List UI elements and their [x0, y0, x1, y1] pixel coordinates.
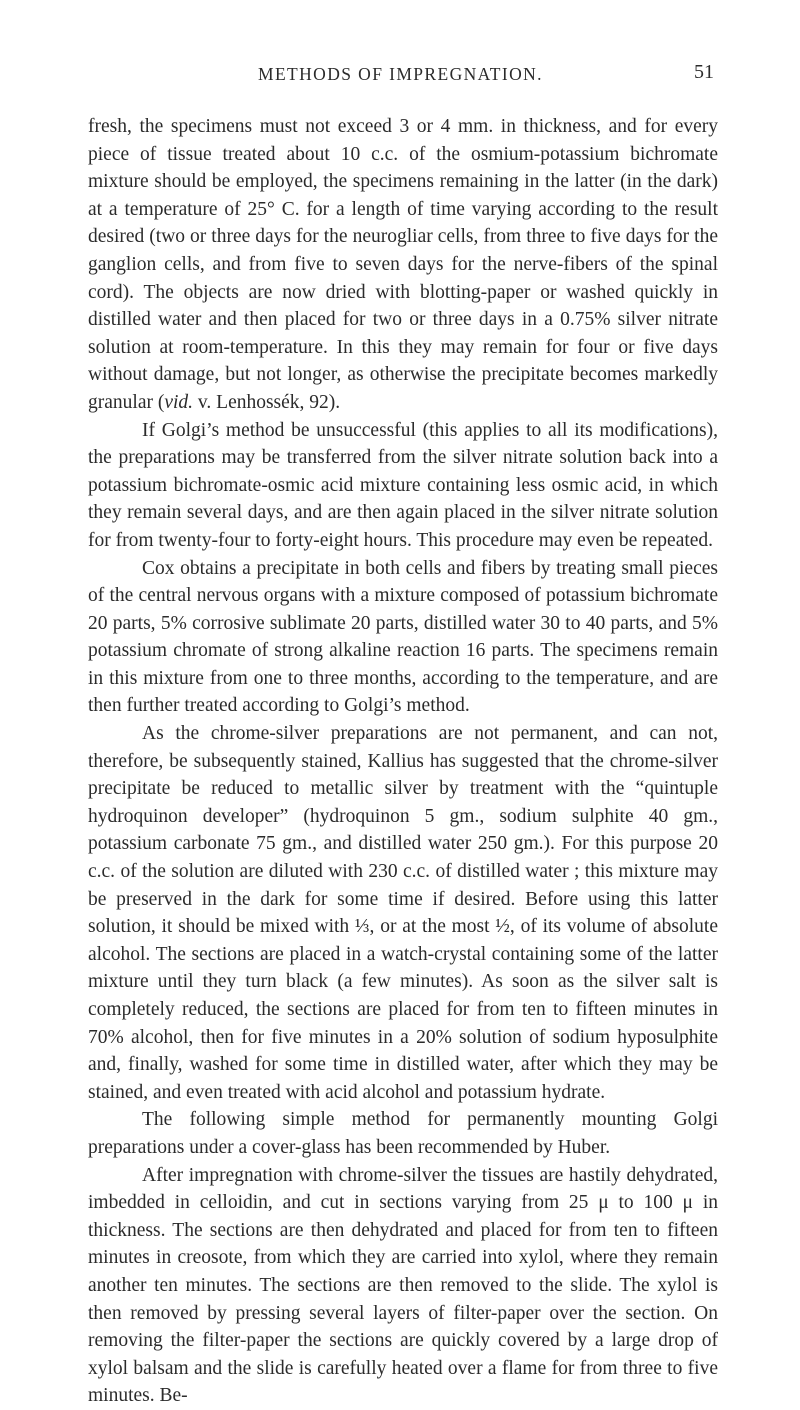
page-number: 51 — [694, 61, 714, 83]
paragraph-1-text: fresh, the specimens must not exceed 3 or 4 mm. in thickness, and for every piece of tissue treated about 10 c.c. of the osmium-potassium bichromate mixture should be employed, the specimens remaining in the latter (in the dark) at a temperature of 25° C. for a length of time varying according to the result desired (two or three days for the neurogliar cells, from three to five days for the ganglion cells, and from five to seven days for the nerve-fibers of the spinal cord). The objects are now dried with blotting-paper or washed quickly in distilled water and then placed for two or three days in a 0.75% silver nitrate solution at room-temperature. In this they may remain for four or five days without damage, but not longer, as otherwise the precipitate becomes markedly granular ( — [88, 116, 718, 413]
paragraph-5: The following simple method for permanently mounting Golgi preparations under a cover-glass has been recommended by Huber. — [88, 1109, 718, 1158]
running-title: METHODS OF IMPREGNATION. — [258, 64, 543, 84]
paragraph-6: After impregnation with chrome-silver the tissues are hastily dehydrated, imbedded in celloidin, and cut in sections varying from 25 μ to 100 μ in thickness. The sections are then dehydrated and placed for from ten to fifteen minutes in creosote, from which they are carried into xylol, where they remain another ten minutes. The sections are then removed to the slide. The xylol is then removed by pressing several layers of filter-paper over the section. On removing the filter-paper the sections are quickly covered by a large drop of xylol balsam and the slide is carefully heated over a flame for from three to five minutes. Be- — [88, 1164, 718, 1407]
page-header — [0, 61, 800, 94]
paragraph-2: If Golgi’s method be unsuccessful (this applies to all its modifications), the preparations may be transferred from the silver nitrate solution back into a potassium bichromate-osmic acid mixture containing less osmic acid, in which they remain several days, and are then again placed in the silver nitrate solution for from twenty-four to forty-eight hours. This procedure may even be repeated. — [88, 419, 718, 551]
paragraph-1 — [88, 113, 718, 417]
paragraph-4: As the chrome-silver preparations are not permanent, and can not, therefore, be subsequently stained, Kallius has suggested that the chrome-silver precipitate be reduced to metallic silver by treatment with the “quintuple hydroquinon developer” (hydroquinon 5 gm., sodium sulphite 40 gm., potassium carbonate 75 gm., and distilled water 250 gm.). For this purpose 20 c.c. of the solution are diluted with 230 c.c. of distilled water ; this mixture may be preserved in the dark for some time if desired. Before using this latter solution, it should be mixed with ⅓, or at the most ½, of its volume of absolute alcohol. The sections are placed in a watch-crystal containing some of the latter mixture until they turn black (a few minutes). As soon as the silver salt is completely reduced, the sections are placed for from ten to fifteen minutes in 70% alcohol, then for five minutes in a 20% solution of sodium hyposulphite and, finally, washed for some time in distilled water, after which they may be stained, and even treated with acid alcohol and potassium hydrate. — [88, 723, 718, 1103]
paragraph-3: Cox obtains a precipitate in both cells and fibers by treating small pieces of the central nervous organs with a mixture composed of potassium bichromate 20 parts, 5% corrosive sublimate 20 parts, distilled water 30 to 40 parts, and 5% potassium chromate of strong alkaline reaction 16 parts. The specimens remain in this mixture from one to three months, according to the temperature, and are then further treated according to Golgi’s method. — [88, 557, 718, 717]
paragraph-1-italic: vid. — [164, 391, 194, 413]
body-text — [88, 113, 718, 1410]
paragraph-1-text-after: v. Lenhossék, 92). — [193, 391, 341, 413]
